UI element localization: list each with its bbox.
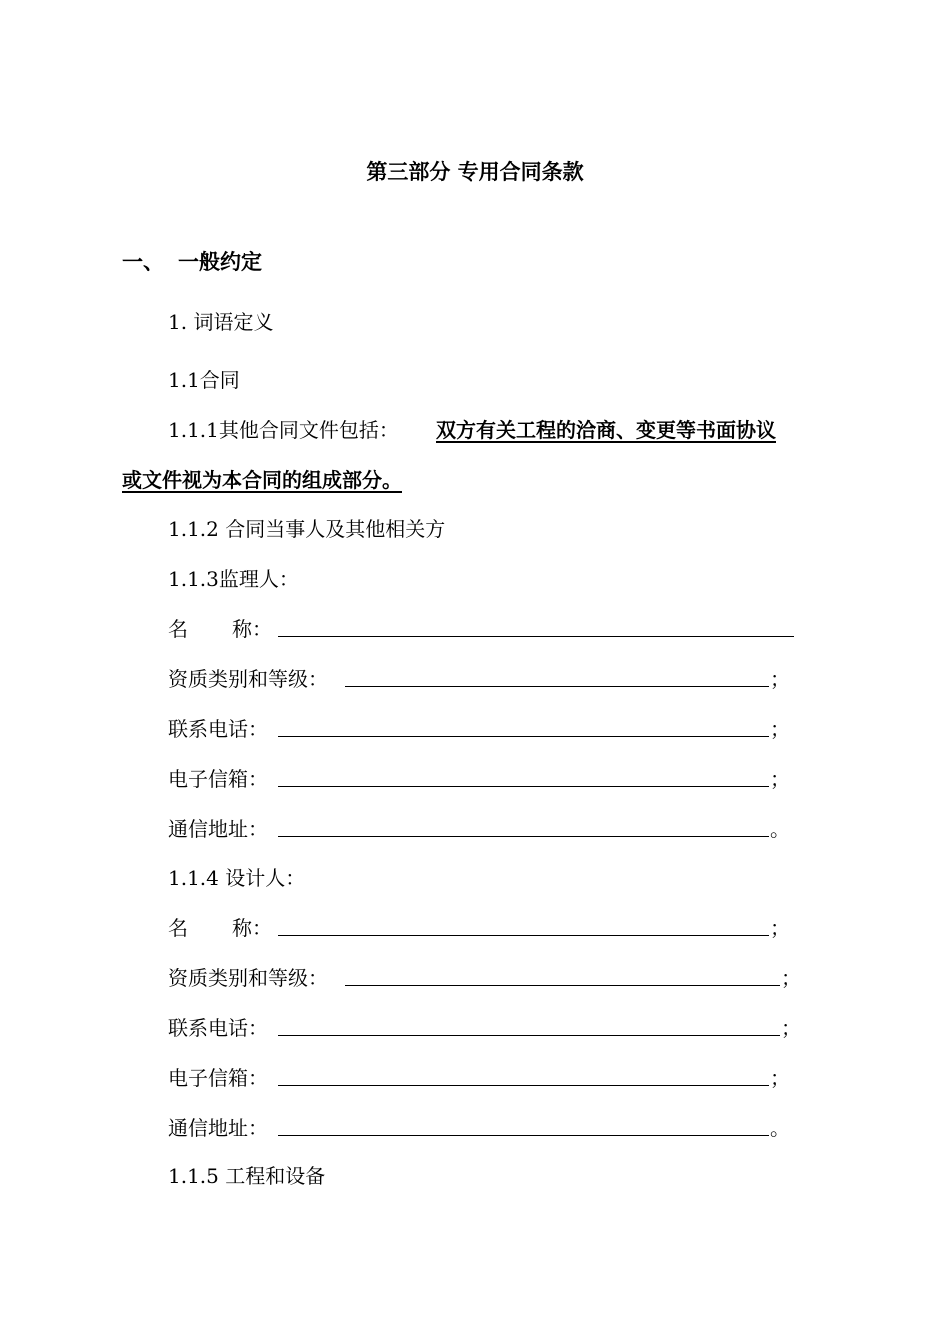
clause-1-heading: 1. 词语定义: [168, 310, 274, 334]
page-title: 第三部分 专用合同条款: [366, 159, 584, 184]
designer-address-label: 通信地址：: [168, 1116, 268, 1140]
designer-phone-field[interactable]: [278, 1035, 780, 1036]
supervisor-address-end: 。: [770, 817, 790, 841]
clause-1-1-heading: 1.1合同: [168, 368, 240, 392]
designer-phone-end: ；: [781, 1016, 801, 1040]
clause-1-1-3-heading: 1.1.3监理人：: [168, 567, 299, 591]
supervisor-phone-label: 联系电话：: [168, 717, 268, 741]
supervisor-qualification-field[interactable]: [345, 686, 769, 687]
designer-qualification-end: ；: [781, 966, 801, 990]
supervisor-email-field[interactable]: [278, 786, 769, 787]
supervisor-name-field[interactable]: [278, 636, 794, 637]
supervisor-email-end: ；: [770, 767, 790, 791]
section-number: 一、: [122, 249, 164, 274]
clause-1-1-1-emphasis-line1: 双方有关工程的洽商、变更等书面协议: [436, 418, 776, 442]
supervisor-email-label: 电子信箱：: [168, 767, 268, 791]
clause-1-1-2-heading: 1.1.2 合同当事人及其他相关方: [168, 517, 446, 541]
supervisor-qualification-label: 资质类别和等级：: [168, 667, 328, 691]
section-heading: 一般约定: [178, 249, 262, 274]
supervisor-qualification-end: ；: [770, 667, 790, 691]
designer-address-field[interactable]: [278, 1135, 769, 1136]
clause-1-1-1-emphasis-line2: 或文件视为本合同的组成部分。: [122, 468, 402, 492]
designer-name-end: ；: [770, 916, 790, 940]
supervisor-address-label: 通信地址：: [168, 817, 268, 841]
designer-qualification-label: 资质类别和等级：: [168, 966, 328, 990]
designer-email-field[interactable]: [278, 1085, 769, 1086]
clause-1-1-4-heading: 1.1.4 设计人：: [168, 866, 306, 890]
clause-1-1-5-heading: 1.1.5 工程和设备: [168, 1164, 326, 1188]
supervisor-phone-end: ；: [770, 717, 790, 741]
designer-name-label: 名 称：: [168, 916, 272, 940]
designer-phone-label: 联系电话：: [168, 1016, 268, 1040]
designer-email-end: ；: [770, 1066, 790, 1090]
designer-email-label: 电子信箱：: [168, 1066, 268, 1090]
supervisor-address-field[interactable]: [278, 836, 769, 837]
clause-1-1-1-prefix: 1.1.1其他合同文件包括：: [168, 418, 399, 442]
designer-name-field[interactable]: [278, 935, 769, 936]
supervisor-phone-field[interactable]: [278, 736, 769, 737]
designer-address-end: 。: [770, 1116, 790, 1140]
designer-qualification-field[interactable]: [345, 985, 780, 986]
supervisor-name-label: 名 称：: [168, 617, 272, 641]
